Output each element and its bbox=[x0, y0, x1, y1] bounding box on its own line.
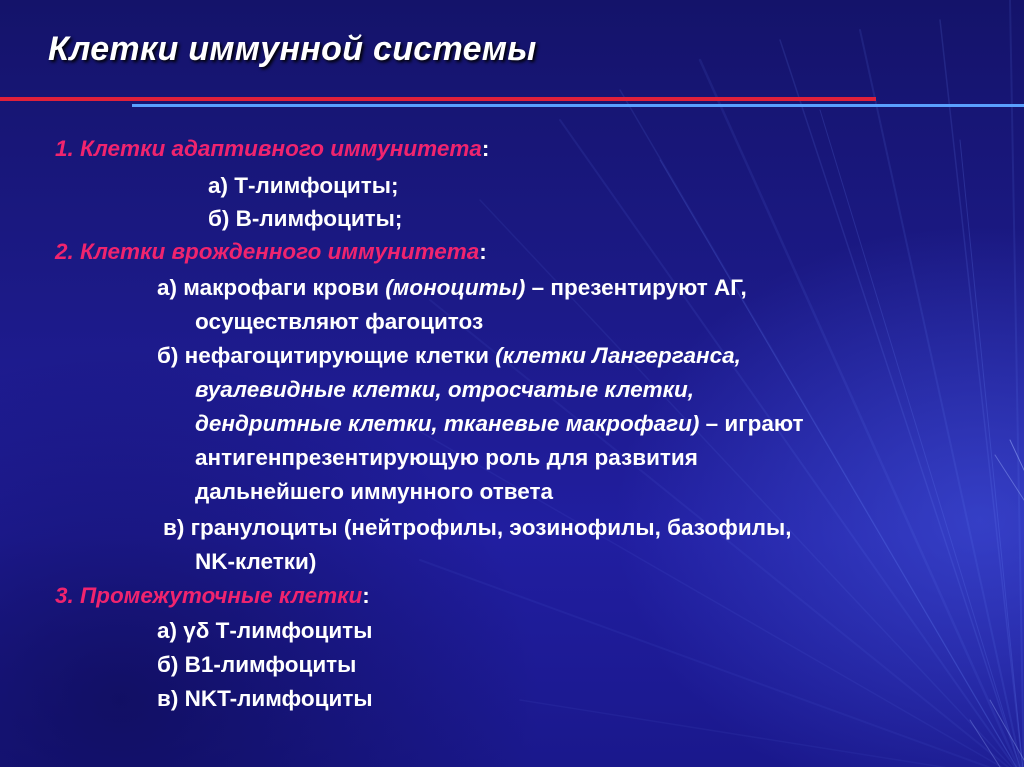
section-2-item-a-italic: (моноциты) bbox=[385, 275, 526, 300]
section-2-heading bbox=[55, 241, 487, 264]
section-2-item-b-line-5: дальнейшего иммунного ответа bbox=[195, 479, 554, 504]
section-2-item-a bbox=[157, 277, 747, 300]
section-3-heading-text: 3. Промежуточные клетки bbox=[55, 583, 363, 608]
section-2-item-b-italic: (клетки Лангерганса, bbox=[495, 343, 741, 368]
section-2-item-b-line-2: вуалевидные клетки, отросчатые клетки, bbox=[195, 377, 694, 402]
section-3-colon: : bbox=[362, 583, 370, 608]
section-1-heading bbox=[55, 138, 489, 161]
section-2-item-c: в) гранулоциты (нейтрофилы, эозинофилы, базофилы, bbox=[163, 515, 792, 540]
section-2-item-b-line-3-suffix: – играют bbox=[699, 411, 804, 436]
section-2-item-b bbox=[157, 345, 741, 368]
section-3-item-c: в) NKT-лимфоциты bbox=[157, 686, 373, 711]
section-2-item-b-line-3-italic: дендритные клетки, тканевые макрофаги) bbox=[195, 411, 700, 436]
section-3-heading bbox=[55, 585, 370, 608]
section-1-heading-text: 1. Клетки адаптивного иммунитета bbox=[55, 136, 482, 161]
section-1-item-b: б) В-лимфоциты; bbox=[208, 206, 403, 231]
section-2-item-a-continuation: осуществляют фагоцитоз bbox=[195, 309, 484, 334]
section-2-item-c-continuation: NK-клетки) bbox=[195, 549, 317, 574]
slide-title: Клетки иммунной системы bbox=[48, 30, 537, 68]
section-1-item-a: а) Т-лимфоциты; bbox=[208, 173, 399, 198]
section-2-heading-text: 2. Клетки врожденного иммунитета bbox=[55, 239, 480, 264]
section-1-colon: : bbox=[481, 136, 490, 161]
section-2-item-b-prefix: б) нефагоцитирующие клетки bbox=[157, 343, 496, 368]
section-3-item-a: а) γδ Т-лимфоциты bbox=[157, 618, 373, 643]
section-2-item-a-prefix: а) макрофаги крови bbox=[157, 275, 386, 300]
section-2-item-a-suffix: – презентируют АГ, bbox=[525, 275, 747, 300]
section-2-item-b-line-4: антигенпрезентирующую роль для развития bbox=[195, 445, 698, 470]
section-2-item-b-line-3 bbox=[195, 413, 804, 436]
section-3-item-b: б) В1-лимфоциты bbox=[157, 652, 357, 677]
section-2-colon: : bbox=[479, 239, 487, 264]
